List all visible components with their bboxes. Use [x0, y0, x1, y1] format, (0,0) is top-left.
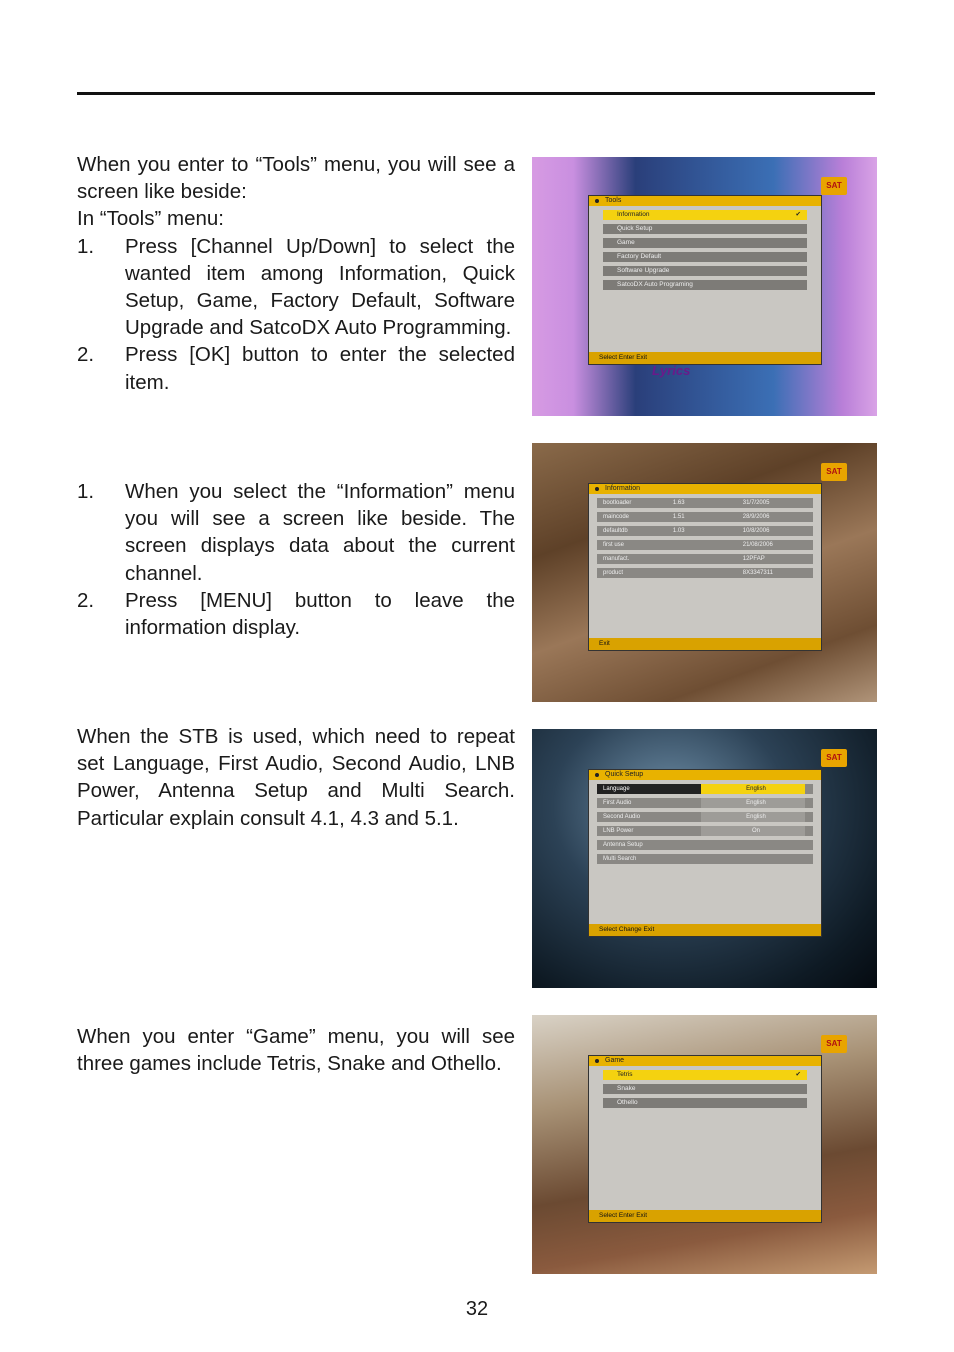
menu-item-quick-setup[interactable]: Quick Setup: [603, 224, 807, 234]
game-screenshot: [532, 1015, 877, 1274]
channel-logo: SAT: [821, 1035, 847, 1053]
setting-lnb-power[interactable]: LNB Power On: [597, 826, 813, 836]
check-icon: ✔: [795, 1071, 801, 1078]
info-row: manufact. 12PFAP: [597, 554, 813, 564]
tools-subhead: In “Tools” menu:: [77, 207, 224, 231]
caption-text: Lyrics: [652, 363, 691, 378]
information-screenshot: [532, 443, 877, 702]
info-row: defaultdb 1.03 10/8/2006: [597, 526, 813, 536]
setting-second-audio[interactable]: Second Audio English: [597, 812, 813, 822]
header-rule: [77, 92, 875, 95]
game-text: When you enter “Game” menu, you will see three games include Tetris, Snake and Othello.: [77, 1025, 515, 1076]
menu-item-factory-default[interactable]: Factory Default: [603, 252, 807, 262]
information-footer: Exit: [589, 638, 821, 650]
info-row: bootloader 1.63 31/7/2005: [597, 498, 813, 508]
information-menu-title: Information: [589, 484, 821, 494]
setting-antenna-setup[interactable]: Antenna Setup: [597, 840, 813, 850]
menu-item-game[interactable]: Game: [603, 238, 807, 248]
tools-screenshot: [532, 157, 877, 416]
info-row: maincode 1.51 28/9/2006: [597, 512, 813, 522]
game-footer: Select Enter Exit: [589, 1210, 821, 1222]
page-number: 32: [465, 1298, 489, 1320]
information-menu: [588, 483, 822, 651]
quick-setup-menu-title: Quick Setup: [589, 770, 821, 780]
menu-item-snake[interactable]: Snake: [603, 1084, 807, 1094]
tools-text: [77, 151, 515, 396]
menu-item-satcodx[interactable]: SatcoDX Auto Programing: [603, 280, 807, 290]
game-menu-title: Game: [589, 1056, 821, 1066]
information-steps: [77, 478, 515, 641]
list-item: 2. Press [OK] button to enter the selected item.: [77, 343, 515, 394]
quick-setup-footer: Select Change Exit: [589, 924, 821, 936]
tools-intro: When you enter to “Tools” menu, you will see a screen like beside:: [77, 153, 515, 204]
info-row: first use 21/08/2006: [597, 540, 813, 550]
tools-menu-title: Tools: [589, 196, 821, 206]
quick-setup-text: When the STB is used, which need to repeat set Language, First Audio, Second Audio, LNB Power, Antenna Setup and Multi Search. Particular explain consult 4.1, 4.3 and 5.1.: [77, 725, 515, 830]
tools-steps: [77, 233, 515, 396]
menu-item-software-upgrade[interactable]: Software Upgrade: [603, 266, 807, 276]
channel-logo: SAT: [821, 177, 847, 195]
list-item: 1. When you select the “Information” menu you will see a screen like beside. The screen displays data about the current channel.: [77, 480, 515, 585]
tools-menu: [588, 195, 822, 365]
channel-logo: SAT: [821, 749, 847, 767]
menu-item-tetris[interactable]: Tetris ✔: [603, 1070, 807, 1080]
setting-first-audio[interactable]: First Audio English: [597, 798, 813, 808]
setting-language[interactable]: Language English: [597, 784, 813, 794]
tools-footer: Select Enter Exit: [589, 352, 821, 364]
menu-item-information[interactable]: Information ✔: [603, 210, 807, 220]
information-text: [77, 478, 515, 641]
list-item: 2. Press [MENU] button to leave the information display.: [77, 588, 515, 640]
menu-item-othello[interactable]: Othello: [603, 1098, 807, 1108]
list-item: 1. Press [Channel Up/Down] to select the wanted item among Information, Quick Setup, Game, Factory Default, Software Upgrade and SatcoDX Auto Programming.: [77, 234, 515, 340]
check-icon: ✔: [795, 211, 801, 218]
quick-setup-menu: [588, 769, 822, 937]
quick-setup-screenshot: [532, 729, 877, 988]
game-menu: [588, 1055, 822, 1223]
channel-logo: SAT: [821, 463, 847, 481]
setting-multi-search[interactable]: Multi Search: [597, 854, 813, 864]
info-row: product 8X3347311: [597, 568, 813, 578]
